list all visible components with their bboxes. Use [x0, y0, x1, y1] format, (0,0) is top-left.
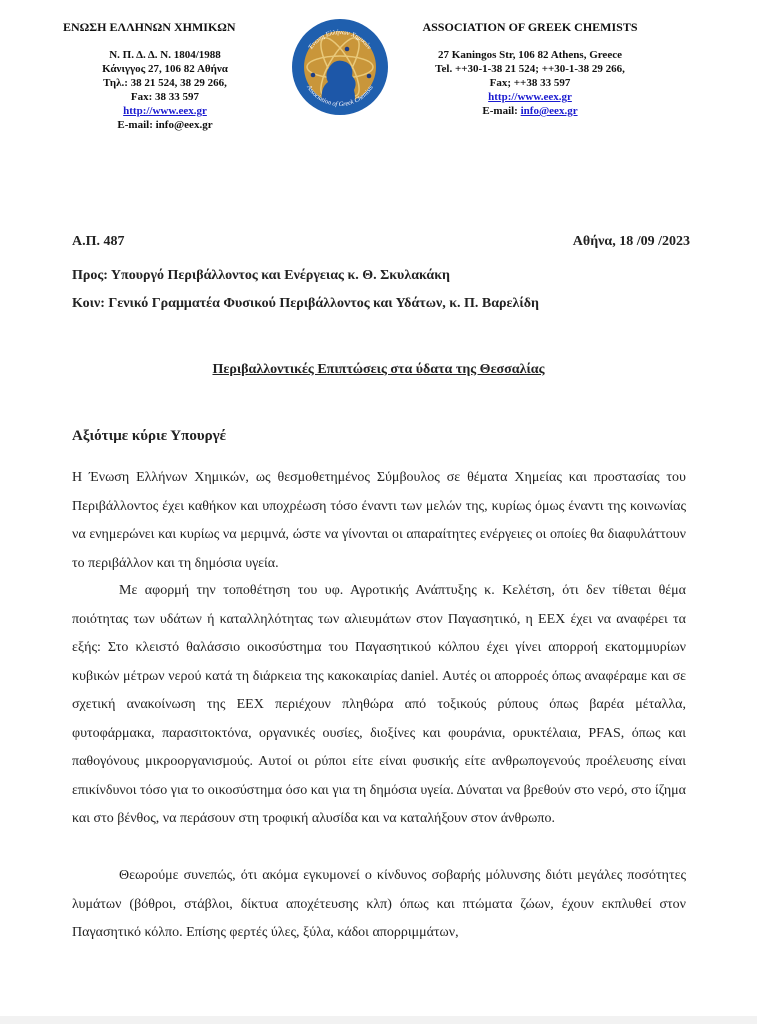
paragraph-1: Η Ένωση Ελλήνων Χημικών, ως θεσμοθετημένος Σύμβουλος σε θέματα Χημείας και προστασίας του Περιβάλλοντος έχει καθήκον και υποχρέωση τόσο έναντι των μελών της, κυρίως όμως έναντι της κοινωνίας να ενημερώνει και κυρίως να μεριμνά, ώστε να γίνονται οι απαραίτητες ενέργειες οι οποίες θα διαφυλάττουν το περιβάλλον και τη δημόσια υγεία.: [72, 470, 686, 571]
website-link[interactable]: http://www.eex.gr: [123, 105, 207, 117]
letterhead-greek: [60, 20, 270, 132]
cc-line: Κοιν: Γενικό Γραμματέα Φυσικού Περιβάλλοντος και Υδάτων, κ. Π. Βαρελίδη: [72, 296, 539, 311]
registration-line: Ν. Π. Δ. Δ. Ν. 1804/1988: [109, 49, 221, 61]
letterhead-english: [400, 20, 660, 118]
phone-line-en: Tel. ++30-1-38 21 524; ++30-1-38 29 266,: [435, 63, 625, 75]
org-name-greek: ΕΝΩΣΗ ΕΛΛΗΝΩΝ ΧΗΜΙΚΩΝ: [63, 20, 236, 34]
email-link-en[interactable]: info@eex.gr: [520, 105, 578, 117]
atom-emblem-icon: [284, 16, 396, 118]
paragraph-2-body: Στο κλειστό θαλάσσιο οικοσύστημα του Παγασητικού κόλπου έχει γίνει απορροή εκατομμυρίων κυβικών μέτρων νερού κατά τη διάρκεια της κακοκαιρίας daniel. Αυτές οι απορροές όπως αναφέραμε και σε σχετική ανακοίνωση της ΕΕΧ περιέχουν πληθώρα από τοξικούς ρύπους όπως βαρέα μέταλλα, φυτοφάρμακα, παρασιτοκτόνα, οργανικές ουσίες, διοξίνες και φουράνια, ορυκτέλαια, PFAS, όπως και παθογόνους μικροοργανισμούς. Αυτοί οι ρύποι είτε είναι φυσικής είτε ανθρωπογενούς προέλευσης είναι επικίνδυνοι τόσο για το οικοσύστημα όσο και για τη δημόσια υγεία. Δύναται να βρεθούν στο νερό, στο ίζημα και στο βένθος, να περάσουν στη τροφική αλυσίδα και να καταλήξουν στον άνθρωπο.: [72, 640, 687, 826]
paragraph-3: Θεωρούμε συνεπώς, ότι ακόμα εγκυμονεί ο κίνδυνος σοβαρής μόλυνσης διότι μεγάλες ποσότητες λυμάτων (βόθροι, στάβλοι, δίκτυα αποχέτευσης κλπ) όπως και πτώματα ζώων, έχουν εκπλυθεί στον Παγασητικό κόλπο. Επίσης φερτές ύλες, ξύλα, κάδοι απορριμμάτων,: [72, 868, 686, 940]
phone-line: Τηλ.: 38 21 524, 38 29 266,: [103, 77, 227, 89]
address-line-en: 27 Kaningos Str, 106 82 Athens, Greece: [438, 49, 622, 61]
fax-line: Fax: 38 33 597: [130, 91, 200, 103]
letter-subject: Περιβαλλοντικές Επιπτώσεις στα ύδατα της Θεσσαλίας: [212, 362, 545, 377]
recipient-line: Προς: Υπουργό Περιβάλλοντος και Ενέργειας κ. Θ. Σκυλακάκη: [72, 268, 450, 283]
svg-text:Ένωση Ελλήνων Χημικών: Ένωση Ελλήνων Χημικών: [307, 28, 373, 51]
salutation: Αξιότιμε κύριε Υπουργέ: [72, 428, 227, 444]
protocol-number: Α.Π. 487: [72, 234, 125, 249]
letter-date: Αθήνα, 18 /09 /2023: [572, 234, 690, 249]
page-bottom-edge: [0, 1016, 757, 1024]
address-line: Κάνιγγος 27, 106 82 Αθήνα: [102, 63, 228, 75]
paragraph-2: [72, 577, 686, 834]
email-label-en: E-mail:: [482, 105, 521, 117]
fax-line-en: Fax; ++38 33 597: [489, 77, 571, 89]
email-line: E-mail: info@eex.gr: [117, 119, 213, 131]
org-name-english: ASSOCIATION OF GREEK CHEMISTS: [422, 20, 638, 34]
paragraph-2-intro: Με αφορμή την τοποθέτηση του υφ. Αγροτικής Ανάπτυξης κ. Κελέτση, ότι δεν τίθεται θέμα ποιότητας των υδάτων ή καταλληλότητας των αλιευμάτων στον Παγασητικό, η ΕΕΧ έχει να αναφέρει τα εξής:: [72, 583, 686, 655]
svg-text:Association of Greek Chemists: Association of Greek Chemists: [305, 84, 375, 109]
website-link-en[interactable]: http://www.eex.gr: [488, 91, 572, 103]
association-logo: [284, 16, 396, 118]
